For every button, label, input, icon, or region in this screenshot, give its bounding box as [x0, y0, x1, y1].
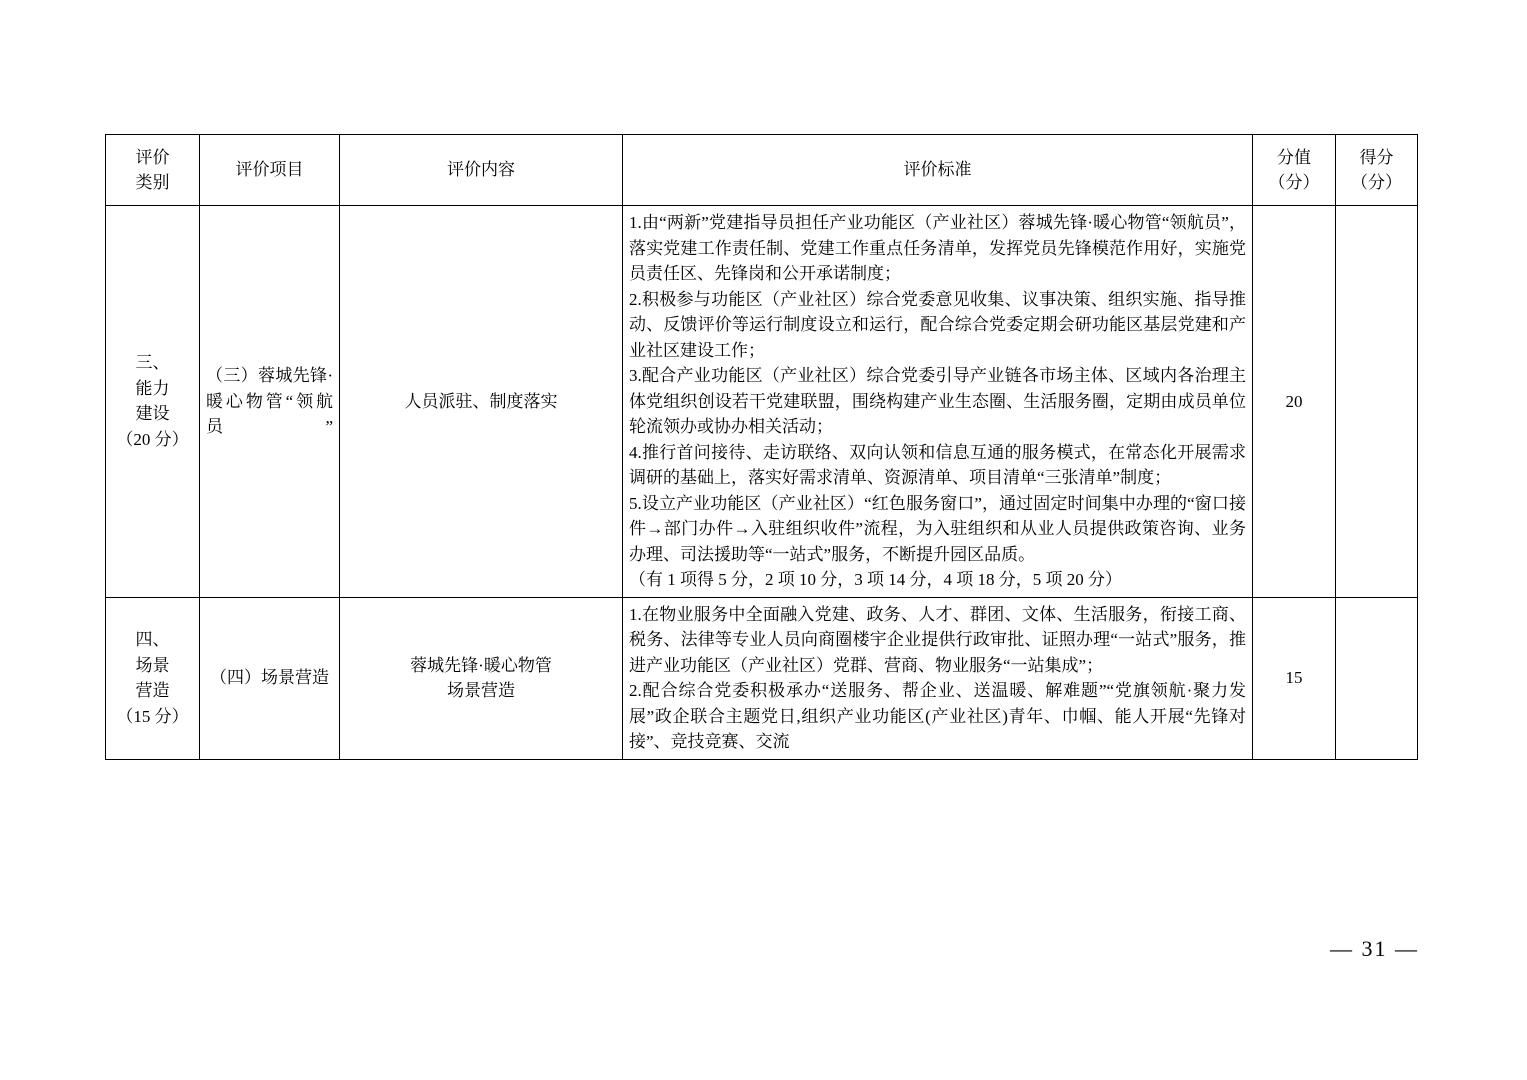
- header-category-line1: 评价: [135, 147, 170, 167]
- category-line: （20 分）: [116, 429, 189, 449]
- content-line: 场景营造: [447, 681, 515, 700]
- category-line: 四、: [135, 630, 170, 649]
- header-cell-category: [106, 135, 200, 206]
- header-cell-content: 评价内容: [340, 135, 623, 206]
- page-number: — 31 —: [1330, 936, 1419, 961]
- table-row: [106, 597, 1418, 759]
- content-line: 人员派驻、制度落实: [404, 391, 558, 411]
- category-line: 三、: [135, 353, 170, 373]
- table-header-row: [106, 135, 1418, 206]
- standard-paragraph: 4.推行首问接待、走访联络、双向认领和信息互通的服务模式，在常态化开展需求调研的基础上，落实好需求清单、资源清单、项目清单“三张清单”制度；: [629, 442, 1246, 487]
- header-cell-got: [1336, 135, 1418, 206]
- row-score: 15: [1253, 597, 1336, 759]
- category-line: 场景: [135, 655, 170, 675]
- header-score-line1: 分值: [1277, 147, 1311, 167]
- header-got-line1: 得分: [1359, 147, 1394, 167]
- row-got-score[interactable]: [1336, 206, 1418, 598]
- row-content: [340, 206, 623, 598]
- row-score: 20: [1253, 206, 1336, 598]
- row-standard: [623, 206, 1253, 598]
- standard-paragraph: 1.在物业服务中全面融入党建、政务、人才、群团、文体、生活服务，衔接工商、税务、法律等专业人员向商圈楼宇企业提供行政审批、证照办理“一站式”服务，推进产业功能区（产业社区）党群、营商、物业服务“一站集成”；: [629, 604, 1246, 675]
- category-line: 营造: [135, 681, 170, 700]
- row-category: [106, 597, 200, 759]
- row-item: （四）场景营造: [200, 597, 340, 759]
- row-standard: [623, 597, 1253, 759]
- table-body: [106, 206, 1418, 760]
- row-item: （三）蓉城先锋·暖心物管“领航员”: [200, 206, 340, 598]
- header-cell-item: 评价项目: [200, 135, 340, 206]
- standard-paragraph: 2.积极参与功能区（产业社区）综合党委意见收集、议事决策、组织实施、指导推动、反馈评价等运行制度设立和运行，配合综合党委定期会研功能区基层党建和产业社区建设工作；: [629, 289, 1246, 360]
- table-header: [106, 135, 1418, 206]
- content-line: 蓉城先锋·暖心物管: [410, 655, 552, 675]
- standard-paragraph: 5.设立产业功能区（产业社区）“红色服务窗口”，通过固定时间集中办理的“窗口接件→部门办件→入驻组织收件”流程，为入驻组织和从业人员提供政策咨询、业务办理、司法援助等“一站式”服务，不断提升园区品质。: [629, 493, 1246, 564]
- category-line: 能力: [135, 378, 170, 398]
- standard-paragraph: （有 1 项得 5 分，2 项 10 分，3 项 14 分，4 项 18 分，5 项 20 分）: [629, 570, 1122, 589]
- header-cell-score: [1253, 135, 1336, 206]
- row-content: [340, 597, 623, 759]
- category-line: （15 分）: [116, 706, 189, 726]
- standard-paragraph: 3.配合产业功能区（产业社区）综合党委引导产业链各市场主体、区域内各治理主体党组织创设若干党建联盟，围绕构建产业生态圈、生活服务圈，定期由成员单位轮流领办或协办相关活动；: [629, 366, 1246, 436]
- header-category-line2: 类别: [135, 173, 170, 192]
- header-score-line2: （分）: [1268, 173, 1320, 192]
- header-cell-standard: 评价标准: [623, 135, 1253, 206]
- table-row: [106, 206, 1418, 598]
- category-line: 建设: [135, 404, 170, 424]
- header-got-line2: （分）: [1351, 173, 1402, 192]
- standard-paragraph: 2.配合综合党委积极承办“送服务、帮企业、送温暖、解难题”“党旗领航·聚力发展”政企联合主题党日,组织产业功能区(产业社区)青年、巾帼、能人开展“先锋对接”、竞技竞赛、交流: [629, 681, 1246, 751]
- row-category: [106, 206, 200, 598]
- evaluation-table: [105, 134, 1418, 760]
- standard-paragraph: 1.由“两新”党建指导员担任产业功能区（产业社区）蓉城先锋·暖心物管“领航员”，落实党建工作责任制、党建工作重点任务清单，发挥党员先锋模范作用好，实施党员责任区、先锋岗和公开承诺制度；: [629, 213, 1246, 283]
- row-got-score[interactable]: [1336, 597, 1418, 759]
